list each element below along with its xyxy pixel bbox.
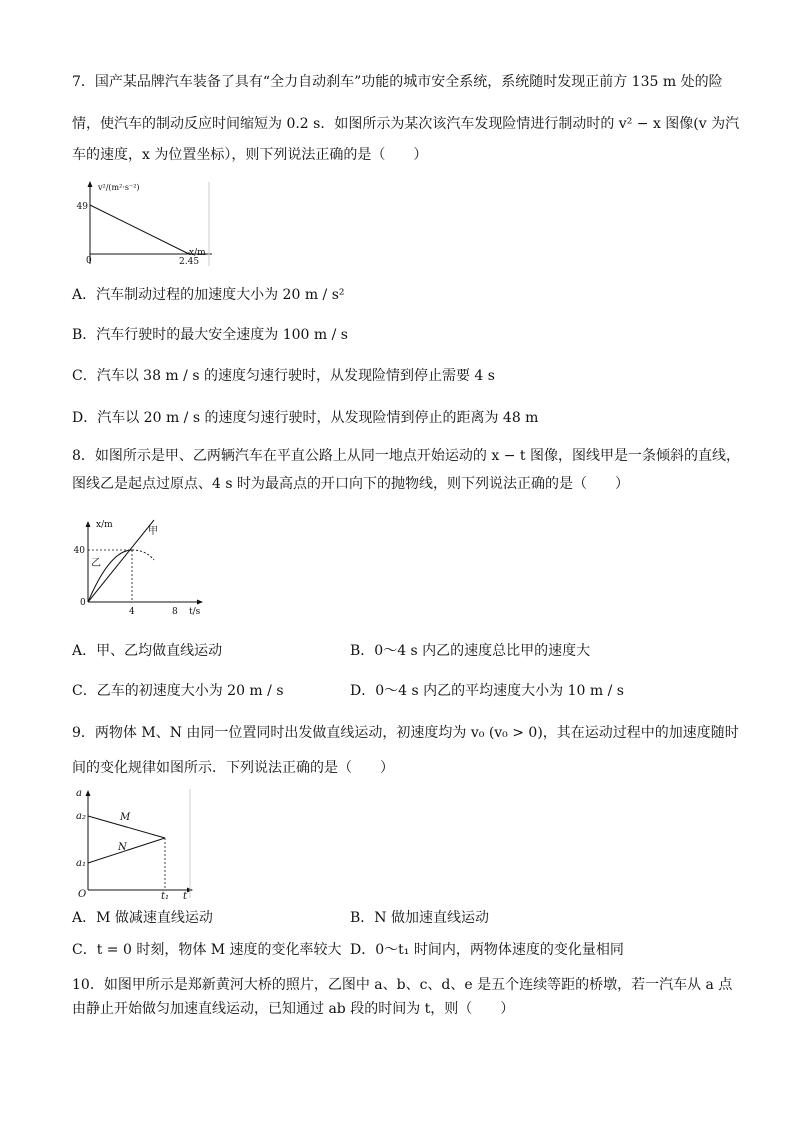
q8-option-b: B．0～4 s 内乙的速度总比甲的速度大 (350, 643, 591, 659)
q9-stem-line-2: 间的变化规律如图所示．下列说法正确的是（ ） (72, 760, 394, 776)
q9-origin: O (78, 889, 87, 900)
q8-label-jia: 甲 (148, 526, 158, 537)
q8-x-tick-1: 4 (129, 607, 135, 617)
q7-option-b: B．汽车行驶时的最大安全速度为 100 m / s (72, 327, 348, 343)
q7-option-d: D．汽车以 20 m / s 的速度匀速行驶时，从发现险情到停止的距离为 48 m (72, 410, 539, 426)
q7-y-label: v²/(m²·s⁻²) (98, 183, 140, 192)
q8-stem-line-1: 8．如图所示是甲、乙两辆汽车在平直公路上从同一地点开始运动的 x − t 图像，图线甲是一条倾斜的直线， (72, 448, 740, 464)
q9-option-d: D．0～t₁ 时间内，两物体速度的变化量相同 (350, 942, 624, 958)
q9-y-label: a (76, 788, 82, 799)
q9-option-a: A．M 做减速直线运动 (72, 910, 213, 926)
q7-graph-line (90, 205, 189, 254)
q9-a1: a₁ (76, 858, 86, 869)
q7-option-a: A．汽车制动过程的加速度大小为 20 m / s² (72, 287, 345, 303)
q7-stem-line-1: 7．国产某品牌汽车装备了具有“全力自动刹车”功能的城市安全系统，系统随时发现正前方 135 m 处的险 (72, 74, 723, 90)
q9-option-c: C．t = 0 时刻，物体 M 速度的变化率较大 (72, 942, 342, 958)
q8-figure (72, 518, 212, 618)
q7-stem-line-2: 情，使汽车的制动反应时间缩短为 0.2 s．如图所示为某次该汽车发现险情进行制动时的 v² − x 图像(v 为汽 (72, 116, 740, 132)
q9-a2: a₂ (76, 811, 86, 822)
q7-x-tick: 2.45 (179, 257, 200, 267)
q8-x-label: t/s (189, 607, 201, 617)
q8-option-c: C．乙车的初速度大小为 20 m / s (72, 683, 284, 699)
q9-stem-line-1: 9．两物体 M、N 由同一位置同时出发做直线运动，初速度均为 v₀ (v₀ > 0)，其在运动过程中的加速度随时 (72, 725, 739, 741)
q8-origin: 0 (80, 598, 86, 608)
q7-stem-line-3: 车的速度，x 为位置坐标），则下列说法正确的是（ ） (72, 147, 428, 163)
q8-label-yi: 乙 (91, 558, 101, 569)
q8-y-arrow (86, 521, 91, 527)
q7-y-arrow (88, 181, 93, 187)
q8-stem-line-2: 图线乙是起点过原点、4 s 时为最高点的开口向下的抛物线，则下列说法正确的是（ ） (72, 476, 629, 492)
q10-stem-line-2: 由静止开始做匀加速直线运动，已知通过 ab 段的时间为 t，则（ ） (72, 1001, 515, 1017)
q7-y-tick: 49 (76, 202, 88, 212)
q9-t1: t₁ (161, 891, 170, 901)
q8-y-tick: 40 (73, 546, 85, 556)
q8-option-d: D．0～4 s 内乙的平均速度大小为 10 m / s (350, 683, 624, 699)
q7-x-label: x/m (189, 248, 206, 258)
q8-curve-yi-extension (132, 550, 154, 560)
q7-option-c: C．汽车以 38 m / s 的速度匀速行驶时，从发现险情到停止需要 4 s (72, 368, 495, 384)
q8-x-arrow (197, 600, 203, 605)
q8-y-label: x/m (96, 520, 113, 530)
q9-label-N: N (118, 842, 127, 853)
q9-figure (72, 786, 197, 901)
q10-stem-line-1: 10．如图甲所示是郑新黄河大桥的照片，乙图中 a、b、c、d、e 是五个连续等距的桥墩，若一汽车从 a 点 (72, 977, 733, 993)
q9-option-b: B．N 做加速直线运动 (350, 910, 489, 926)
q7-figure (72, 178, 222, 270)
q7-origin: 0 (86, 256, 92, 266)
q8-option-a: A．甲、乙均做直线运动 (72, 643, 223, 659)
q9-y-arrow (86, 790, 91, 796)
q9-x-label: t (183, 891, 188, 901)
q9-label-M: M (120, 812, 131, 823)
q8-x-tick-2: 8 (172, 607, 178, 617)
